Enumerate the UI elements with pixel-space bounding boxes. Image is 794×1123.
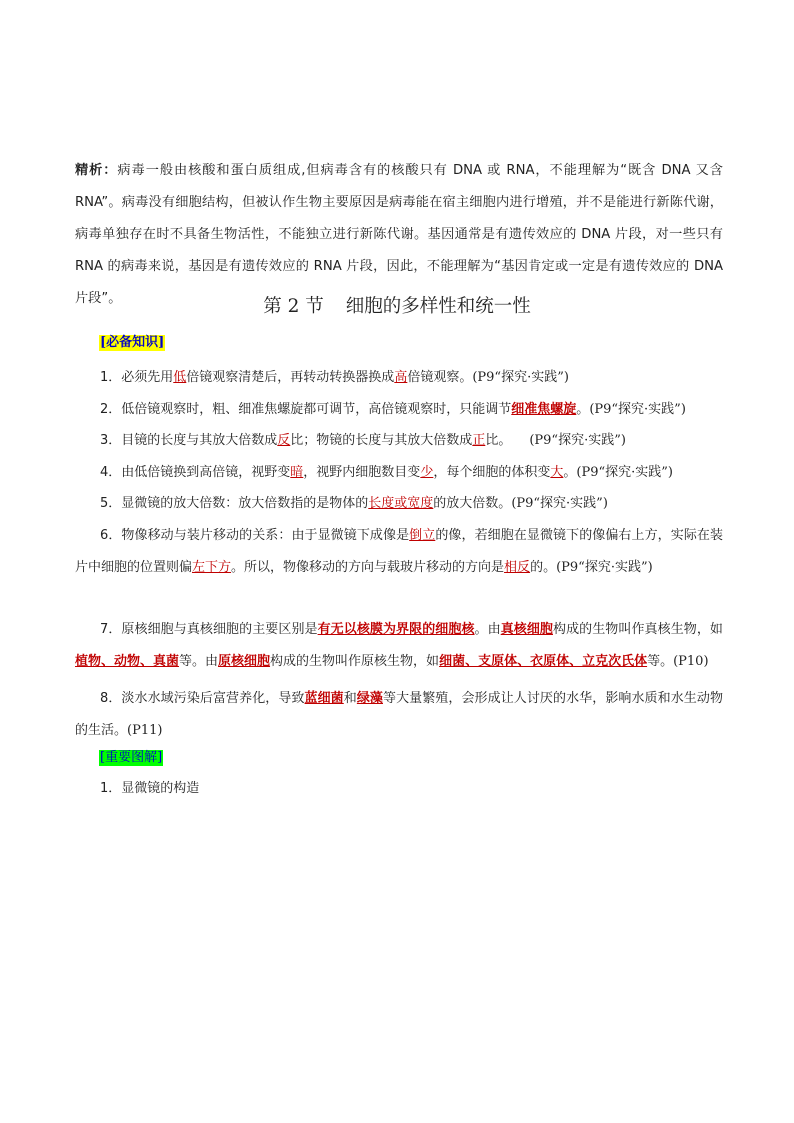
tag-essential-knowledge: [必备知识] — [100, 335, 165, 350]
diagram-item-1: 1．显微镜的构造 — [100, 781, 200, 796]
knowledge-item-7: 7．原核细胞与真核细胞的主要区别是有无以核膜为界限的细胞核。由真核细胞构成的生物叫作真核生物，如植物、动物、真菌等。由原核细胞构成的生物叫作原核生物，如细菌、支原体、衣原体、立克次氏体等。(P10) — [75, 622, 723, 669]
analysis-label: 精析： — [75, 163, 118, 178]
knowledge-item-4: 4．由低倍镜换到高倍镜，视野变暗，视野内细胞数目变少，每个细胞的体积变大。(P9“探究·实践”) — [100, 465, 673, 480]
analysis-paragraph — [75, 155, 723, 315]
knowledge-item-1: 1．必须先用低倍镜观察清楚后，再转动转换器换成高倍镜观察。(P9“探究·实践”) — [100, 370, 569, 385]
section-number: 第 2 节 — [263, 296, 324, 317]
knowledge-item-8: 8．淡水水域污染后富营养化，导致蓝细菌和绿藻等大量繁殖，会形成让人讨厌的水华，影响水质和水生动物的生活。(P11) — [75, 691, 723, 738]
knowledge-item-2: 2．低倍镜观察时，粗、细准焦螺旋都可调节，高倍镜观察时，只能调节细准焦螺旋。(P9“探究·实践”) — [100, 402, 686, 417]
knowledge-item-6: 6．物像移动与装片移动的关系：由于显微镜下成像是倒立的像，若细胞在显微镜下的像偏右上方，实际在装片中细胞的位置则偏左下方。所以，物像移动的方向与载玻片移动的方向是相反的。(P9“探究·实践”) — [75, 528, 723, 575]
knowledge-item-5: 5．显微镜的放大倍数：放大倍数指的是物体的长度或宽度的放大倍数。(P9“探究·实践”) — [100, 496, 608, 511]
section-title — [0, 292, 794, 318]
tag-key-diagrams: [重要图解] — [100, 750, 163, 765]
analysis-text: 病毒一般由核酸和蛋白质组成,但病毒含有的核酸只有 DNA 或 RNA，不能理解为“既含 DNA 又含 RNA”。病毒没有细胞结构，但被认作生物主要原因是病毒能在宿主细胞内进行增殖，并不是能进行新陈代谢，病毒单独存在时不具备生物活性，不能独立进行新陈代谢。基因通常是有遗传效应的 DNA 片段，对一些只有 RNA 的病毒来说，基因是有遗传效应的 RNA 片段，因此，不能理解为“基因肯定或一定是有遗传效应的 DNA 片段”。 — [75, 163, 723, 306]
knowledge-item-3: 3．目镜的长度与其放大倍数成反比；物镜的长度与其放大倍数成正比。 (P9“探究·实践”) — [100, 433, 626, 448]
section-name: 细胞的多样性和统一性 — [345, 296, 531, 317]
